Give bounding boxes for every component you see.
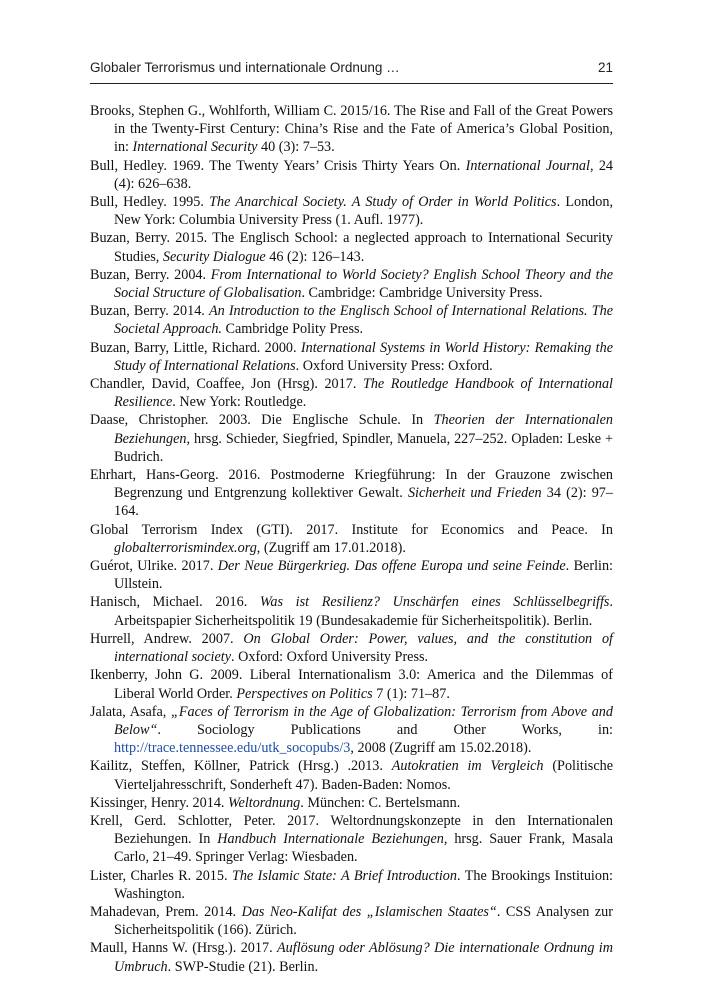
- running-title: Globaler Terrorismus und internationale Ordnung …: [90, 60, 400, 75]
- reference-entry: [90, 157, 613, 193]
- reference-title: Handbuch Internationale Beziehungen,: [217, 831, 448, 848]
- reference-text: Chandler, David, Coaffee, Jon (Hrsg). 2017.: [90, 376, 363, 393]
- reference-title: Perspectives on Politics: [236, 685, 373, 702]
- reference-text: , (Zugriff am 17.01.2018).: [256, 539, 406, 556]
- reference-text: Kissinger, Henry. 2014.: [90, 794, 229, 811]
- reference-title: Der Neue Bürgerkrieg. Das offene Europa und seine Feinde: [217, 558, 566, 575]
- reference-text: , hrsg. Schieder, Siegfried, Spindler, Manuela, 227–252. Opladen: Leske + Budrich.: [114, 430, 613, 465]
- reference-title: International Security: [132, 139, 258, 156]
- reference-text: hrsg. Sauer Frank, Masala Carlo, 21–49. Springer Verlag: Wiesbaden.: [114, 831, 613, 866]
- reference-text: Bull, Hedley. 1969. The Twenty Years’ Crisis Thirty Years On.: [90, 157, 466, 174]
- reference-entry: [90, 630, 613, 666]
- reference-title: An Introduction to the Englisch School of International Relations. The Societal Approach.: [114, 303, 613, 338]
- reference-entry: [90, 102, 613, 157]
- reference-text: Buzan, Berry. 2014.: [90, 303, 209, 320]
- reference-text: Buzan, Berry. 2004.: [90, 266, 211, 283]
- reference-text: , 2008 (Zugriff am 15.02.2018).: [350, 740, 532, 757]
- reference-text: Hurrell, Andrew. 2007.: [90, 630, 244, 647]
- reference-text: . Berlin: Ullstein.: [114, 558, 613, 593]
- reference-title: International Journal: [465, 157, 590, 174]
- reference-entry: [90, 757, 613, 793]
- reference-text: Hanisch, Michael. 2016.: [90, 594, 260, 611]
- reference-text: . London, New York: Columbia University Press (1. Aufl. 1977).: [114, 194, 614, 229]
- reference-title: On Global Order: Power, values, and the constitution of international society: [114, 630, 613, 666]
- reference-title: Was ist Resilienz? Unschärfen eines Schlüsselbegriffs: [259, 594, 610, 611]
- reference-title: From International to World Society? English School Theory and the Social Structure of Globalisation: [114, 266, 613, 302]
- reference-text: Global Terrorism Index (GTI). 2017. Institute for Economics and Peace. In: [90, 521, 613, 538]
- reference-text: . Oxford: Oxford University Press.: [231, 649, 429, 666]
- reference-text: . SWP-Studie (21). Berlin.: [167, 958, 319, 975]
- reference-text: 7 (1): 71–87.: [372, 685, 450, 702]
- reference-entry: [90, 411, 613, 466]
- reference-list: [90, 102, 613, 976]
- reference-text: Lister, Charles R. 2015.: [90, 867, 232, 884]
- reference-title: The Anarchical Society. A Study of Order in World Politics: [209, 194, 557, 211]
- reference-link[interactable]: http://trace.tennessee.edu/utk_socopubs/3: [114, 740, 351, 757]
- reference-title: Autokratien im Vergleich: [391, 758, 544, 775]
- reference-text: 46 (2): 126–143.: [265, 248, 365, 265]
- reference-text: Ehrhart, Hans-Georg. 2016. Postmoderne Kriegführung: In der Grauzone zwischen Begrenzung und Entgrenzung kollektiver Gewalt.: [90, 467, 613, 502]
- reference-entry: [90, 521, 613, 557]
- reference-title: Theorien der Internationalen Beziehungen: [114, 412, 613, 447]
- reference-text: 40 (3): 7–53.: [257, 139, 335, 156]
- header-rule: [90, 83, 613, 84]
- reference-text: Guérot, Ulrike. 2017.: [90, 558, 218, 575]
- reference-entry: [90, 867, 613, 903]
- reference-text: Cambridge Polity Press.: [221, 321, 364, 338]
- reference-entry: [90, 794, 613, 812]
- reference-text: Mahadevan, Prem. 2014.: [90, 903, 242, 920]
- reference-entry: [90, 466, 613, 521]
- reference-text: Krell, Gerd. Schlotter, Peter. 2017. Weltordnungskonzepte in den Internationalen Beziehungen. In: [90, 812, 613, 848]
- reference-text: . The Brookings Instituion: Washington.: [114, 867, 613, 902]
- running-header: [90, 60, 613, 75]
- reference-text: . New York: Routledge.: [172, 394, 307, 411]
- reference-text: Maull, Hanns W. (Hrsg.). 2017.: [90, 940, 277, 957]
- reference-text: Jalata, Asafa,: [90, 703, 171, 720]
- reference-entry: [90, 903, 613, 939]
- reference-text: Ikenberry, John G. 2009. Liberal Internationalism 3.0: America and the Dilemmas of Liberal World Order.: [90, 667, 613, 702]
- page-number: 21: [597, 60, 613, 75]
- reference-entry: [90, 229, 613, 265]
- reference-title: Security Dialogue: [162, 248, 266, 265]
- reference-text: . Arbeitspapier Sicherheitspolitik 19 (Bundesakademie für Sicherheitspolitik). Berlin.: [114, 594, 613, 629]
- reference-entry: [90, 812, 613, 867]
- reference-entry: [90, 339, 613, 375]
- reference-entry: [90, 557, 613, 593]
- reference-text: . Cambridge: Cambridge University Press.: [301, 285, 543, 302]
- reference-text: , 24 (4): 626–638.: [114, 157, 614, 192]
- reference-entry: [90, 193, 613, 229]
- reference-text: Buzan, Barry, Little, Richard. 2000.: [90, 339, 301, 356]
- reference-entry: [90, 593, 613, 629]
- reference-entry: [90, 302, 613, 338]
- reference-text: Bull, Hedley. 1995.: [90, 194, 210, 211]
- reference-text: . Sociology Publications and Other Works, in:: [157, 721, 613, 738]
- reference-title: „Faces of Terrorism in the Age of Globalization: Terrorism from Above and Below“: [114, 703, 613, 738]
- reference-title: Das Neo-Kalifat des „Islamischen Staates“: [241, 903, 497, 920]
- reference-title: Sicherheit und Frieden: [407, 485, 542, 502]
- reference-entry: [90, 666, 613, 702]
- reference-text: . Oxford University Press: Oxford.: [295, 357, 493, 374]
- reference-title: The Routledge Handbook of International Resilience: [114, 376, 613, 411]
- reference-text: . München: C. Bertelsmann.: [300, 794, 461, 811]
- reference-text: Brooks, Stephen G., Wohlforth, William C. 2015/16. The Rise and Fall of the Great Powers in the Twenty-First Century: China’s Rise and the Fate of America’s Global Position, in:: [90, 103, 613, 156]
- reference-title: Auflösung oder Ablösung? Die internationale Ordnung im Umbruch: [114, 940, 613, 975]
- reference-entry: [90, 375, 613, 411]
- reference-entry: [90, 266, 613, 302]
- reference-text: 34 (2): 97–164.: [114, 485, 613, 520]
- reference-title: International Systems in World History: Remaking the Study of International Relations: [114, 339, 613, 374]
- reference-text: Kailitz, Steffen, Köllner, Patrick (Hrsg.) .2013.: [90, 758, 392, 775]
- reference-text: . CSS Analysen zur Sicherheitspolitik (166). Zürich.: [114, 903, 613, 939]
- reference-entry: [90, 939, 613, 975]
- reference-title: globalterrorismindex.org: [114, 539, 257, 556]
- reference-entry: [90, 703, 613, 758]
- reference-text: Daase, Christopher. 2003. Die Englische Schule. In: [90, 412, 434, 429]
- reference-title: Weltordnung: [228, 794, 301, 811]
- reference-text: Buzan, Berry. 2015. The Englisch School: a neglected approach to International Security Studies,: [90, 230, 613, 265]
- reference-title: The Islamic State: A Brief Introduction: [231, 867, 457, 884]
- reference-text: (Politische Vierteljahresschrift, Sonderheft 47). Baden-Baden: Nomos.: [114, 758, 614, 793]
